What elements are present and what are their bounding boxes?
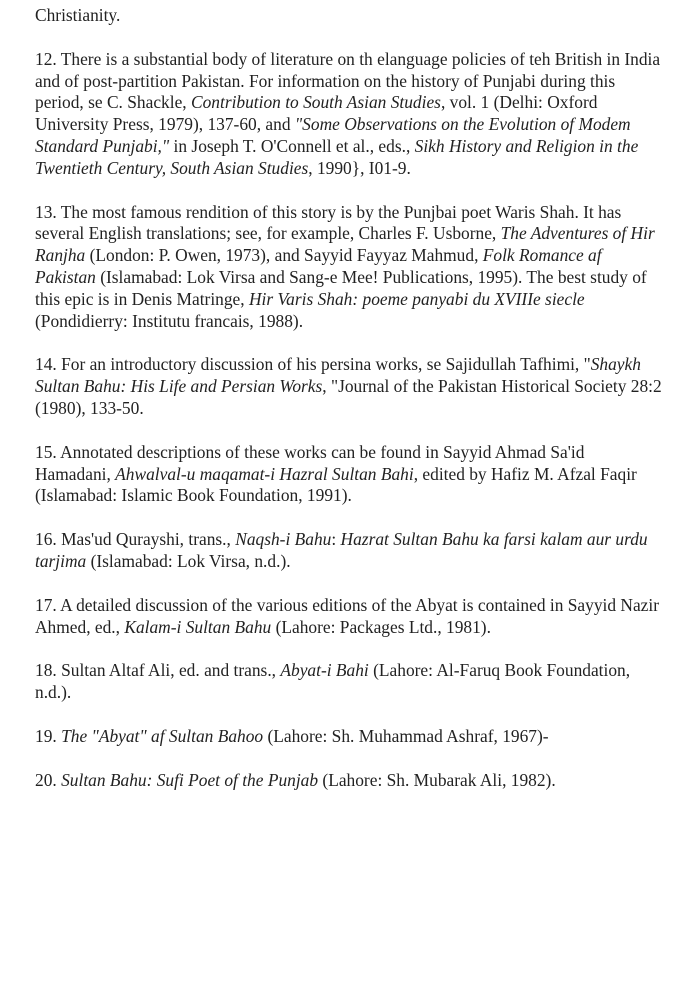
footnote-title-italic: "Some Observations on the Evolution of Modem Standard Punjabi,": [35, 114, 631, 156]
footnote-text: , "Journal of the Pakistan Historical Society 28:2 (1980), 133-50.: [35, 376, 662, 418]
footnote-text: 13. The most famous rendition of this story is by the Punjbai poet Waris Shah. It has several English translations; see, for example, Charles F. Usborne,: [35, 201, 622, 244]
footnote-text: 20.: [35, 769, 62, 790]
footnote-text: 15. Annotated descriptions of these works can be found in Sayyid Ahmad Sa'id Hamadani,: [35, 441, 585, 484]
footnote-text: 16. Mas'ud Qurayshi, trans.,: [35, 529, 236, 550]
footnote-title-italic: Hazrat Sultan Bahu ka farsi kalam aur urdu tarjima: [35, 529, 648, 571]
footnote-text: (Lahore: Sh. Muhammad Ashraf, 1967)-: [263, 725, 549, 746]
footnote-text: (Islamabad: Lok Virsa, n.d.).: [86, 550, 291, 571]
footnote-text: (Lahore: Packages Ltd., 1981).: [271, 616, 491, 637]
carryover-text: Christianity.: [35, 5, 121, 25]
footnote-title-italic: Hir Varis Shah: poeme panyabi du XVIIIe siecle: [248, 288, 585, 309]
footnote-title-italic: Sultan Bahu: Sufi Poet of the Punjab: [61, 769, 319, 790]
footnote-text: :: [331, 529, 341, 550]
footnote-text: , edited by Hafiz M. Afzal Faqir (Islamabad: Islamic Book Foundation, 1991).: [35, 463, 637, 506]
footnote-text: (London: P. Owen, 1973), and Sayyid Fayyaz Mahmud,: [85, 245, 483, 266]
footnote: [35, 354, 663, 419]
footnote-title-italic: Contribution to South Asian Studies: [191, 92, 441, 113]
footnote-title-italic: Ahwalval-u maqamat-i Hazral Sultan Bahi: [115, 463, 414, 484]
footnote-text: 18. Sultan Altaf Ali, ed. and trans.,: [35, 660, 281, 681]
footnote-title-italic: The Adventures of Hir Ranjha: [35, 223, 655, 266]
footnote: [35, 726, 663, 748]
footnote: [35, 770, 663, 792]
footnote-text: in Joseph T. O'Connell et al., eds.,: [169, 135, 415, 156]
footnote-text: 19.: [35, 725, 62, 746]
footnote-text: (Islamabad: Lok Virsa and Sang-e Mee! Publications, 1995). The best study of this epic is in Denis Matringe,: [35, 266, 647, 309]
footnote-text: , 1990}, I01-9.: [308, 157, 411, 178]
footnote-text: 12. There is a substantial body of literature on th elanguage policies of teh British in India and of post-partition Pakistan. For information on the history of Punjabi during this period, se C. Shackle,: [35, 48, 661, 113]
footnote-text: , vol. 1 (Delhi: Oxford University Press, 1979), 137-60, and: [35, 92, 598, 135]
footnote: [35, 529, 663, 573]
footnote: [35, 202, 663, 333]
footnote-text: 14. For an introductory discussion of his persina works, se Sajidullah Tafhimi, ": [35, 354, 591, 375]
footnote-title-italic: Shaykh Sultan Bahu: His Life and Persian Works: [35, 354, 641, 397]
footnote-title-italic: Abyat-i Bahi: [280, 660, 369, 681]
footnote-title-italic: Folk Romance af Pakistan: [35, 245, 602, 287]
footnote: [35, 595, 663, 639]
footnote-text: 17. A detailed discussion of the various editions of the Abyat is contained in Sayyid Nazir Ahmed, ed.,: [35, 594, 660, 637]
footnote-text: (Pondidierry: Institutu francais, 1988).: [35, 310, 304, 331]
footnote-title-italic: The "Abyat" af Sultan Bahoo: [61, 725, 264, 746]
footnote-title-italic: Naqsh-i Bahu: [235, 529, 332, 550]
footnote: [35, 49, 663, 180]
document-page: [35, 5, 663, 814]
footnote-text: (Lahore: Sh. Mubarak Ali, 1982).: [318, 769, 556, 790]
footnote: [35, 442, 663, 507]
footnote-title-italic: Kalam-i Sultan Bahu: [124, 616, 272, 637]
footnote-text: (Lahore: Al-Faruq Book Foundation, n.d.).: [35, 660, 631, 703]
footnotes-list: [35, 49, 663, 792]
footnote: [35, 660, 663, 704]
footnote-title-italic: Sikh History and Religion in the Twentieth Century, South Asian Studies: [35, 135, 639, 178]
